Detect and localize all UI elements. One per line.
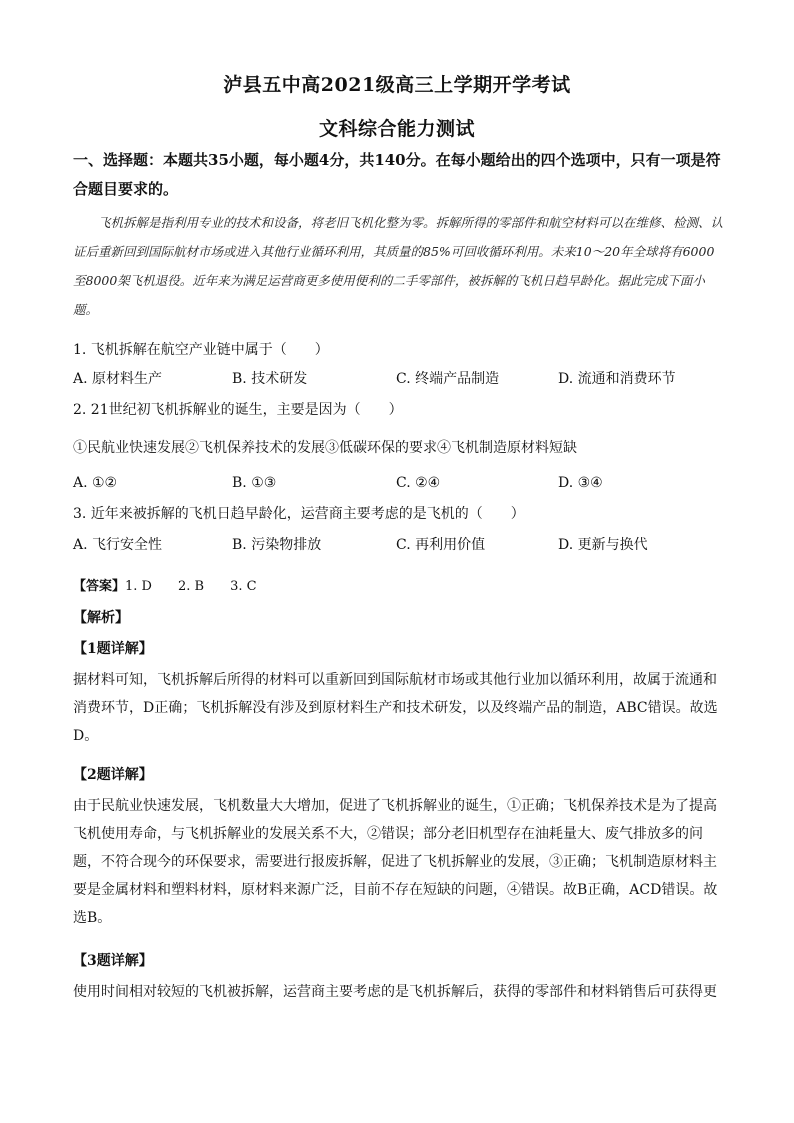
question-1-option-b: B. 技术研发 xyxy=(232,371,308,387)
section-heading: 一、选择题：本题共35小题，每小题4分，共140分。在每小题给出的四个选项中，只有一项是符合题目要求的。 xyxy=(73,151,721,198)
answer-item-3: 3. C xyxy=(230,579,257,594)
answer-item-1: 1. D xyxy=(125,579,152,594)
question-2-stem: 2. 21世纪初飞机拆解业的诞生，主要是因为（ ） xyxy=(73,402,403,418)
question-2-option-a: A. ①② xyxy=(73,475,118,491)
question-3-stem: 3. 近年来被拆解的飞机日趋早龄化，运营商主要考虑的是飞机的（ ） xyxy=(73,506,525,522)
detail-1-label: 【1题详解】 xyxy=(73,641,153,657)
question-3-option-b: B. 污染物排放 xyxy=(232,537,322,553)
detail-3-label: 【3题详解】 xyxy=(73,953,153,969)
detail-1-text: 据材料可知，飞机拆解后所得的材料可以重新回到国际航材市场或其他行业加以循环利用，故属于流通和消费环节，D正确；飞机拆解没有涉及到原材料生产和技术研发，以及终端产品的制造，ABC错误。故选D。 xyxy=(73,672,718,744)
answer-line xyxy=(73,576,723,598)
detail-2-text: 由于民航业快速发展，飞机数量大大增加，促进了飞机拆解业的诞生，①正确；飞机保养技术是为了提高飞机使用寿命，与飞机拆解业的发展关系不大，②错误；部分老旧机型存在油耗量大、废气排放多的问题，不符合现今的环保要求，需要进行报废拆解，促进了飞机拆解业的发展，③正确；飞机制造原材料主要是金属材料和塑料材料，原材料来源广泛，目前不存在短缺的问题，④错误。故B正确，ACD错误。故选B。 xyxy=(73,798,718,926)
passage-text: 飞机拆解是指利用专业的技术和设备，将老旧飞机化整为零。拆解所得的零部件和航空材料可以在维修、检测、认证后重新回到国际航材市场或进入其他行业循环利用，其质量的85%可回收循环利用。未来10～20年全球将有6000至8000架飞机退役。近年来为满足运营商更多使用便利的二手零部件，被拆解的飞机日趋早龄化。据此完成下面小题。 xyxy=(73,215,724,317)
question-3-option-d: D. 更新与换代 xyxy=(558,537,648,553)
exam-title: 泸县五中高2021级高三上学期开学考试 xyxy=(223,74,571,96)
question-3-option-c: C. 再利用价值 xyxy=(396,537,486,553)
question-2-option-d: D. ③④ xyxy=(558,475,603,491)
exam-subtitle: 文科综合能力测试 xyxy=(318,118,475,140)
question-2-option-c: C. ②④ xyxy=(396,475,441,491)
question-2-substem: ①民航业快速发展②飞机保养技术的发展③低碳环保的要求④飞机制造原材料短缺 xyxy=(73,440,577,456)
analysis-label: 【解析】 xyxy=(73,610,129,626)
answer-item-2: 2. B xyxy=(177,579,205,594)
question-1-option-a: A. 原材料生产 xyxy=(73,371,163,387)
question-1-stem: 1. 飞机拆解在航空产业链中属于（ ） xyxy=(73,342,329,358)
detail-3-text: 使用时间相对较短的飞机被拆解，运营商主要考虑的是飞机拆解后，获得的零部件和材料销售后可获得更 xyxy=(73,984,717,1000)
question-3-option-a: A. 飞行安全性 xyxy=(73,537,163,553)
answer-label: 【答案】 xyxy=(73,579,126,594)
question-1-option-d: D. 流通和消费环节 xyxy=(558,371,676,387)
question-1-option-c: C. 终端产品制造 xyxy=(396,371,500,387)
reading-passage xyxy=(73,208,723,324)
detail-2-label: 【2题详解】 xyxy=(73,767,153,783)
question-2-option-b: B. ①③ xyxy=(232,475,277,491)
